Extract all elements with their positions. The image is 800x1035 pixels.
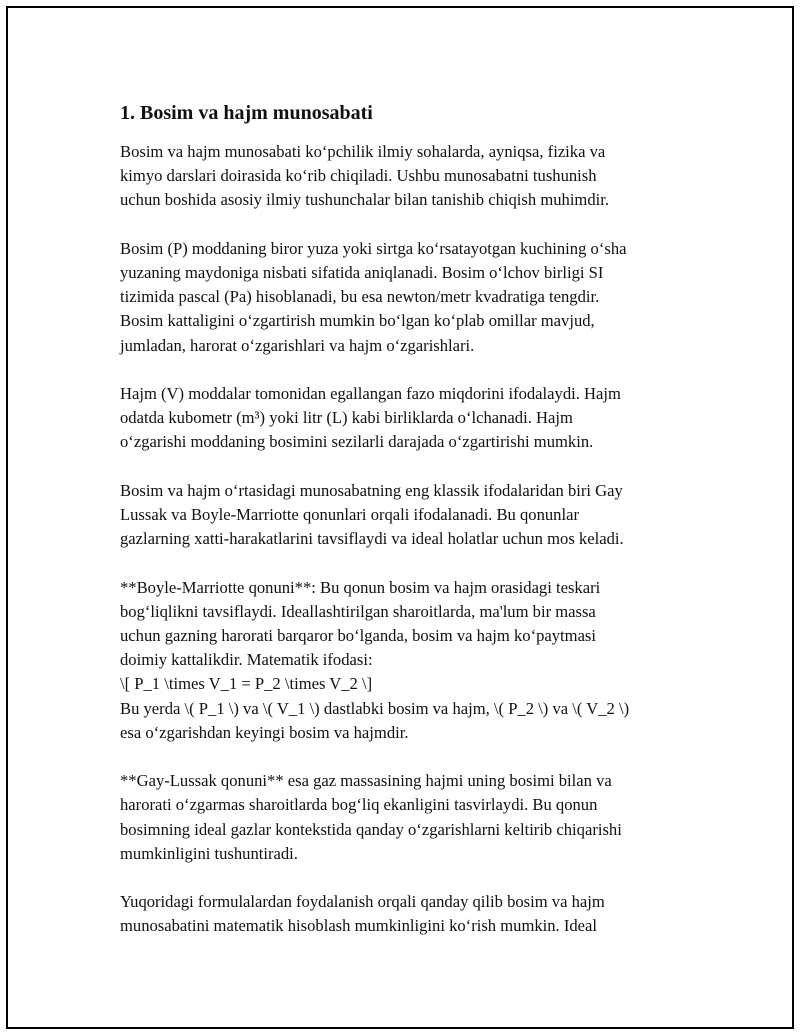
text-line: **Boyle-Marriotte qonuni**: Bu qonun bosim va hajm orasidagi teskari [120, 577, 601, 597]
text-line: odatda kubometr (m³) yoki litr (L) kabi birliklarda o‘lchanadi. Hajm [120, 408, 573, 428]
text-line: Bu yerda \( P_1 \) va \( V_1 \) dastlabki bosim va hajm, \( P_2 \) va \( V_2 \) [120, 698, 630, 718]
document-body [120, 100, 700, 963]
paragraph-gay-lussac [120, 769, 700, 866]
text-line: uchun boshida asosiy ilmiy tushunchalar bilan tanishib chiqish muhimdir. [120, 190, 610, 210]
text-line: yuzaning maydoniga nisbati sifatida aniqlanadi. Bosim o‘lchov birligi SI [120, 263, 604, 282]
text-line: Yuqoridagi formulalardan foydalanish orqali qanday qilib bosim va hajm [120, 892, 605, 912]
text-line: munosabatini matematik hisoblash mumkinligini ko‘rish mumkin. Ideal [120, 916, 598, 936]
text-line: Bosim kattaligini o‘zgartirish mumkin bo‘lgan ko‘plab omillar mavjud, [120, 311, 595, 331]
text-line: Hajm (V) moddalar tomonidan egallangan fazo miqdorini ifodalaydi. Hajm [120, 384, 621, 403]
text-line: Bosim va hajm munosabati ko‘pchilik ilmiy sohalarda, ayniqsa, fizika va [120, 142, 606, 161]
text-line: Bosim va hajm o‘rtasidagi munosabatning eng klassik ifodalaridan biri Gay [120, 480, 623, 500]
text-line: o‘zgarishi moddaning bosimini sezilarli darajada o‘zgartirishi mumkin. [120, 432, 594, 452]
text-line: mumkinligini tushuntiradi. [120, 843, 298, 863]
page-frame [6, 6, 794, 1029]
text-line: **Gay-Lussak qonuni** esa gaz massasining hajmi uning bosimi bilan va [120, 771, 612, 791]
paragraph-boyle-marriotte [120, 576, 700, 745]
paragraph-conclusion [120, 890, 700, 938]
paragraph-volume [120, 382, 700, 455]
text-line: harorati o‘zgarmas sharoitlarda bog‘liq ekanligini tasvirlaydi. Bu qonun [120, 795, 598, 815]
text-line: bog‘liqlikni tavsiflaydi. Ideallashtirilgan sharoitlarda, ma'lum bir massa [120, 601, 596, 621]
text-line: jumladan, harorat o‘zgarishlari va hajm o‘zgarishlari. [120, 335, 475, 355]
text-line: doimiy kattalikdir. Matematik ifodasi: [120, 650, 373, 670]
text-line: bosimning ideal gazlar kontekstida qanday o‘zgarishlarni keltirib chiqarishi [120, 819, 622, 839]
formula-line: \[ P_1 \times V_1 = P_2 \times V_2 \] [120, 674, 373, 694]
paragraph-laws-intro [120, 479, 700, 552]
text-line: esa o‘zgarishdan keyingi bosim va hajmdir. [120, 722, 409, 742]
text-line: Lussak va Boyle-Marriotte qonunlari orqali ifodalanadi. Bu qonunlar [120, 505, 579, 524]
text-line: gazlarning xatti-harakatlarini tavsiflaydi va ideal holatlar uchun mos keladi. [120, 529, 624, 549]
paragraph-intro [120, 140, 700, 213]
paragraph-pressure [120, 237, 700, 358]
text-line: Bosim (P) moddaning biror yuza yoki sirtga ko‘rsatayotgan kuchining o‘sha [120, 238, 627, 258]
section-title: 1. Bosim va hajm munosabati [120, 102, 373, 124]
text-line: uchun gazning harorati barqaror bo‘lganda, bosim va hajm ko‘paytmasi [120, 626, 597, 645]
text-line: tizimida pascal (Pa) hisoblanadi, bu esa newton/metr kvadratiga tengdir. [120, 287, 600, 307]
text-line: kimyo darslari doirasida ko‘rib chiqiladi. Ushbu munosabatni tushunish [120, 166, 597, 186]
